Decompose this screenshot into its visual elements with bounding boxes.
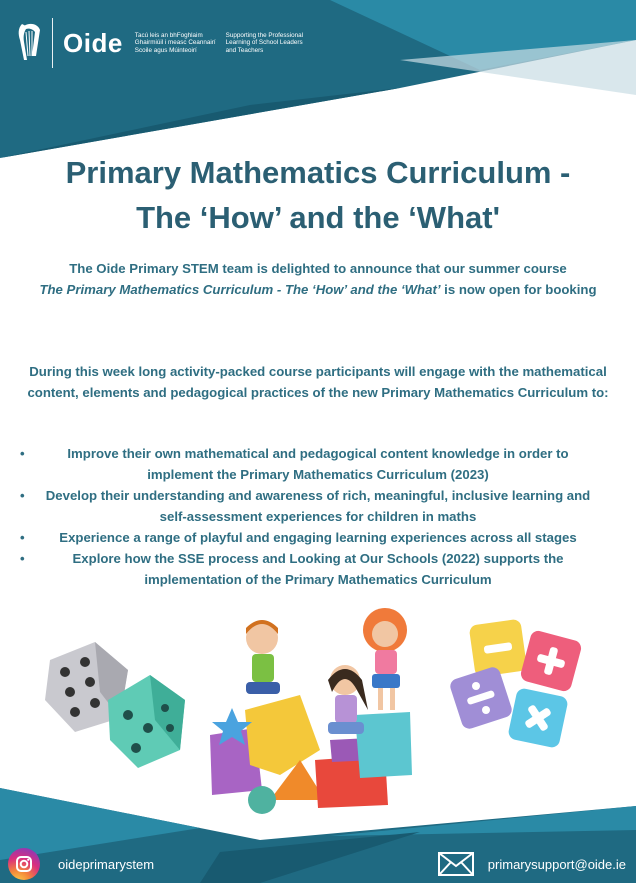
bullet-text: Explore how the SSE process and Looking at Our Schools (2022) supports the implementation of the Primary Mathematics Curriculum [72, 551, 564, 587]
divide-tile-icon [448, 665, 514, 731]
title-line-2: The ‘How’ and the ‘What' [136, 200, 500, 235]
yellow-block [245, 695, 320, 775]
maths-illustration [0, 600, 636, 830]
green-ball [248, 786, 276, 814]
intro-line-1: The Oide Primary STEM team is delighted to announce that our summer course [69, 261, 567, 276]
teal-block [355, 712, 412, 778]
email-link[interactable] [438, 852, 626, 876]
bullet-dot: • [20, 530, 25, 545]
child-girl-right [363, 608, 407, 710]
brand-name: Oide [63, 27, 123, 58]
multiply-tile-icon [507, 687, 569, 749]
page-title [0, 150, 636, 240]
bullet-item [0, 527, 636, 548]
instagram-icon [8, 848, 40, 880]
bullet-dot: • [20, 488, 25, 503]
child-boy [246, 620, 280, 694]
intro-paragraph [0, 258, 636, 300]
envelope-icon [438, 852, 474, 876]
child-girl-middle [328, 665, 368, 734]
tagline-english: Supporting the Professional Learning of School Leaders and Teachers [225, 31, 304, 54]
bullet-item [0, 443, 636, 485]
plus-tile-icon [519, 629, 583, 693]
email-address: primarysupport@oide.ie [487, 856, 626, 872]
intro-suffix: is now open for booking [440, 282, 597, 297]
bullet-item [0, 485, 636, 527]
bullet-list [0, 443, 636, 590]
intro-line-2 [0, 279, 636, 300]
bullet-dot: • [20, 551, 25, 566]
tagline-irish: Tacú leis an bhFoghlaim Ghairmiúil i measc Ceannairí Scoile agus Múinteoirí [134, 31, 216, 54]
instagram-handle: oideprimarystem [58, 856, 155, 872]
title-line-1: Primary Mathematics Curriculum - [65, 155, 571, 190]
bullet-dot: • [20, 446, 25, 461]
logo-divider [52, 18, 53, 68]
lead-paragraph [0, 361, 636, 403]
bullet-text: Experience a range of playful and engaging learning experiences across all stages [59, 530, 577, 545]
bullet-text: Develop their understanding and awareness of rich, meaningful, inclusive learning and self-assessment experiences for children in maths [45, 488, 591, 524]
header [14, 18, 313, 68]
instagram-link[interactable] [8, 848, 154, 880]
course-name: The Primary Mathematics Curriculum - The ‘How’ and the ‘What’ [39, 282, 441, 297]
bullet-item [0, 548, 636, 590]
harp-logo-icon [14, 20, 44, 66]
lead-text: During this week long activity-packed course participants will engage with the mathematical content, elements and pedagogical practices of the new Primary Mathematics Curriculum to: [27, 364, 609, 400]
minus-tile-icon [469, 619, 528, 678]
bullet-text: Improve their own mathematical and pedagogical content knowledge in order to implement the Primary Mathematics Curriculum (2023) [67, 446, 569, 482]
